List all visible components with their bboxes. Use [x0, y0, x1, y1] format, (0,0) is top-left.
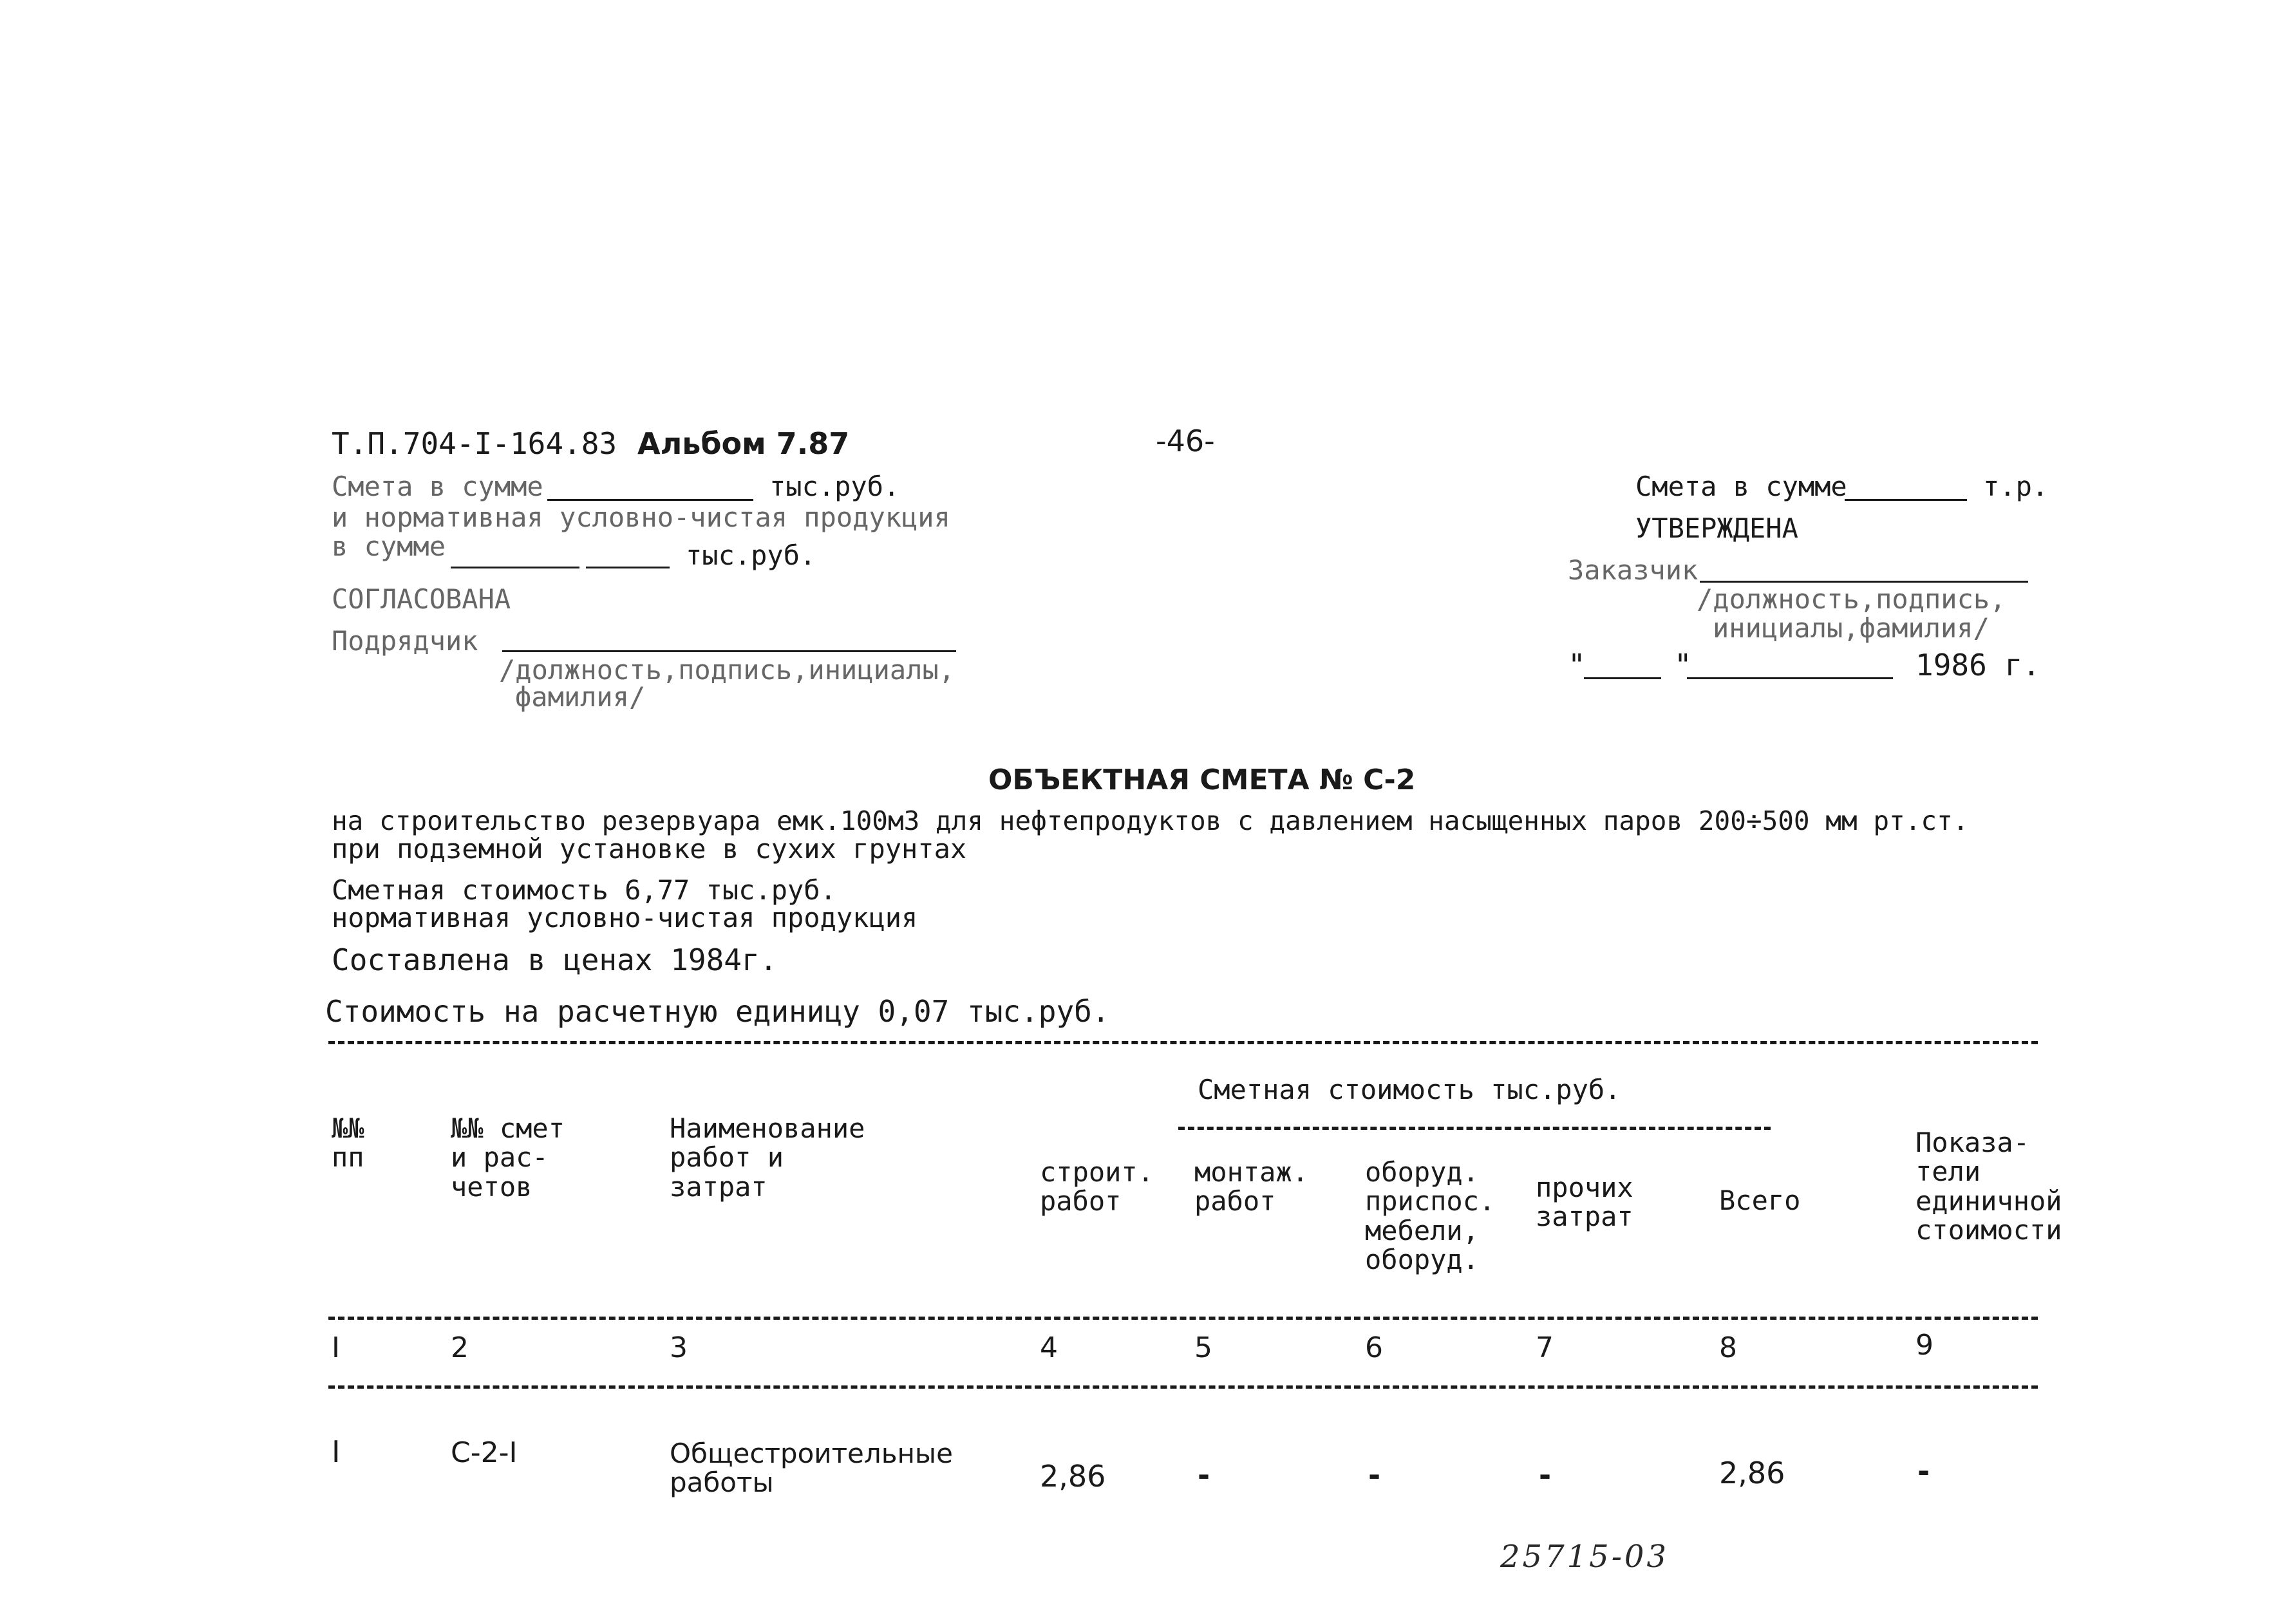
left-sum2-label: в сумме — [332, 530, 446, 562]
row-construction: 2,86 — [1040, 1459, 1106, 1494]
left-sum2-blank-a — [451, 567, 579, 568]
col-header-4: строит. работ — [1040, 1156, 1154, 1217]
col-header-6: оборуд. приспос. мебели, оборуд. — [1365, 1156, 1496, 1276]
approval-year: 1986 г. — [1915, 648, 2040, 682]
prices-basis: Составлена в ценах 1984г. — [332, 943, 778, 977]
left-sum2-blank-b — [586, 567, 670, 568]
document-reference: Т.П.704-I-164.83 — [332, 426, 617, 461]
page-number: -46- — [1156, 424, 1215, 458]
col-header-9: Показа- тели единичной стоимости — [1915, 1127, 2062, 1246]
col-number-5: 5 — [1194, 1331, 1212, 1364]
normative-product: нормативная условно-чистая продукция — [332, 902, 918, 934]
row-unit-cost: - — [1917, 1454, 1930, 1488]
right-sum-label: Смета в сумме — [1635, 471, 1847, 502]
contractor-signature-hint: /должность,подпись,инициалы, — [499, 654, 955, 686]
date-month-blank — [1687, 677, 1893, 679]
agreed-label: СОГЛАСОВАНА — [332, 583, 511, 615]
row-estimate-ref: С-2-I — [451, 1436, 518, 1469]
col-header-3: Наименование работ и затрат — [670, 1112, 865, 1203]
customer-signature-hint: /должность,подпись, — [1697, 583, 2006, 615]
date-quote-close: " — [1674, 648, 1692, 682]
col-number-9: 9 — [1915, 1329, 1934, 1362]
date-day-blank — [1584, 677, 1661, 679]
col-number-8: 8 — [1719, 1331, 1737, 1364]
contractor-signature-hint-2: фамилия/ — [515, 681, 646, 713]
row-equipment: - — [1368, 1458, 1381, 1492]
col-number-4: 4 — [1040, 1331, 1058, 1364]
right-sum-blank — [1845, 499, 1967, 501]
row-total: 2,86 — [1719, 1456, 1785, 1490]
left-sum-label: Смета в сумме — [332, 471, 543, 502]
right-sum-unit: т.р. — [1983, 471, 2049, 502]
col-number-2: 2 — [451, 1331, 469, 1364]
description-line-2: при подземной установке в сухих грунтах — [332, 833, 967, 865]
row-installation: - — [1198, 1458, 1210, 1492]
album-reference: Альбом 7.87 — [637, 426, 850, 461]
handwritten-archive-number: 25715-03 — [1500, 1539, 1669, 1575]
row-number: I — [332, 1434, 341, 1469]
document-title: ОБЪЕКТНАЯ СМЕТА № С-2 — [988, 764, 1416, 796]
group-header: Сметная стоимость тыс.руб. — [1198, 1074, 1621, 1105]
approved-label: УТВЕРЖДЕНА — [1635, 512, 1798, 544]
left-sum-unit: тыс.руб. — [769, 471, 900, 502]
customer-label: Заказчик — [1568, 554, 1698, 586]
col-number-7: 7 — [1536, 1331, 1554, 1364]
row-name: Общестроительные работы — [670, 1438, 953, 1499]
left-sum2-unit: тыс.руб. — [686, 540, 816, 571]
left-product-line: и нормативная условно-чистая продукция — [332, 502, 950, 533]
col-header-8: Всего — [1719, 1185, 1801, 1216]
numbers-bottom-rule — [328, 1385, 2038, 1389]
col-number-3: 3 — [670, 1331, 688, 1364]
table-top-rule — [328, 1041, 2038, 1044]
contractor-signature-blank — [502, 650, 956, 652]
col-header-1: №№ пп — [332, 1112, 364, 1174]
col-number-1: I — [332, 1331, 340, 1364]
contractor-label: Подрядчик — [332, 625, 478, 657]
row-other: - — [1539, 1458, 1552, 1492]
col-header-5: монтаж. работ — [1194, 1156, 1309, 1217]
date-quote-open: " — [1568, 648, 1586, 682]
col-header-2: №№ смет и рас- четов — [451, 1112, 565, 1203]
estimated-cost: Сметная стоимость 6,77 тыс.руб. — [332, 874, 836, 906]
customer-signature-hint-2: инициалы,фамилия/ — [1713, 612, 1990, 644]
description-line-1: на строительство резервуара емк.100м3 для нефтепродуктов с давлением насыщенных паров 200÷500 мм рт.ст. — [332, 805, 1969, 836]
customer-signature-blank — [1700, 581, 2028, 583]
header-bottom-rule — [328, 1317, 2038, 1320]
unit-cost: Стоимость на расчетную единицу 0,07 тыс.руб. — [325, 994, 1110, 1029]
left-sum-blank — [547, 499, 753, 501]
group-header-rule — [1178, 1127, 1771, 1130]
col-number-6: 6 — [1365, 1331, 1383, 1364]
col-header-7: прочих затрат — [1536, 1172, 1633, 1233]
